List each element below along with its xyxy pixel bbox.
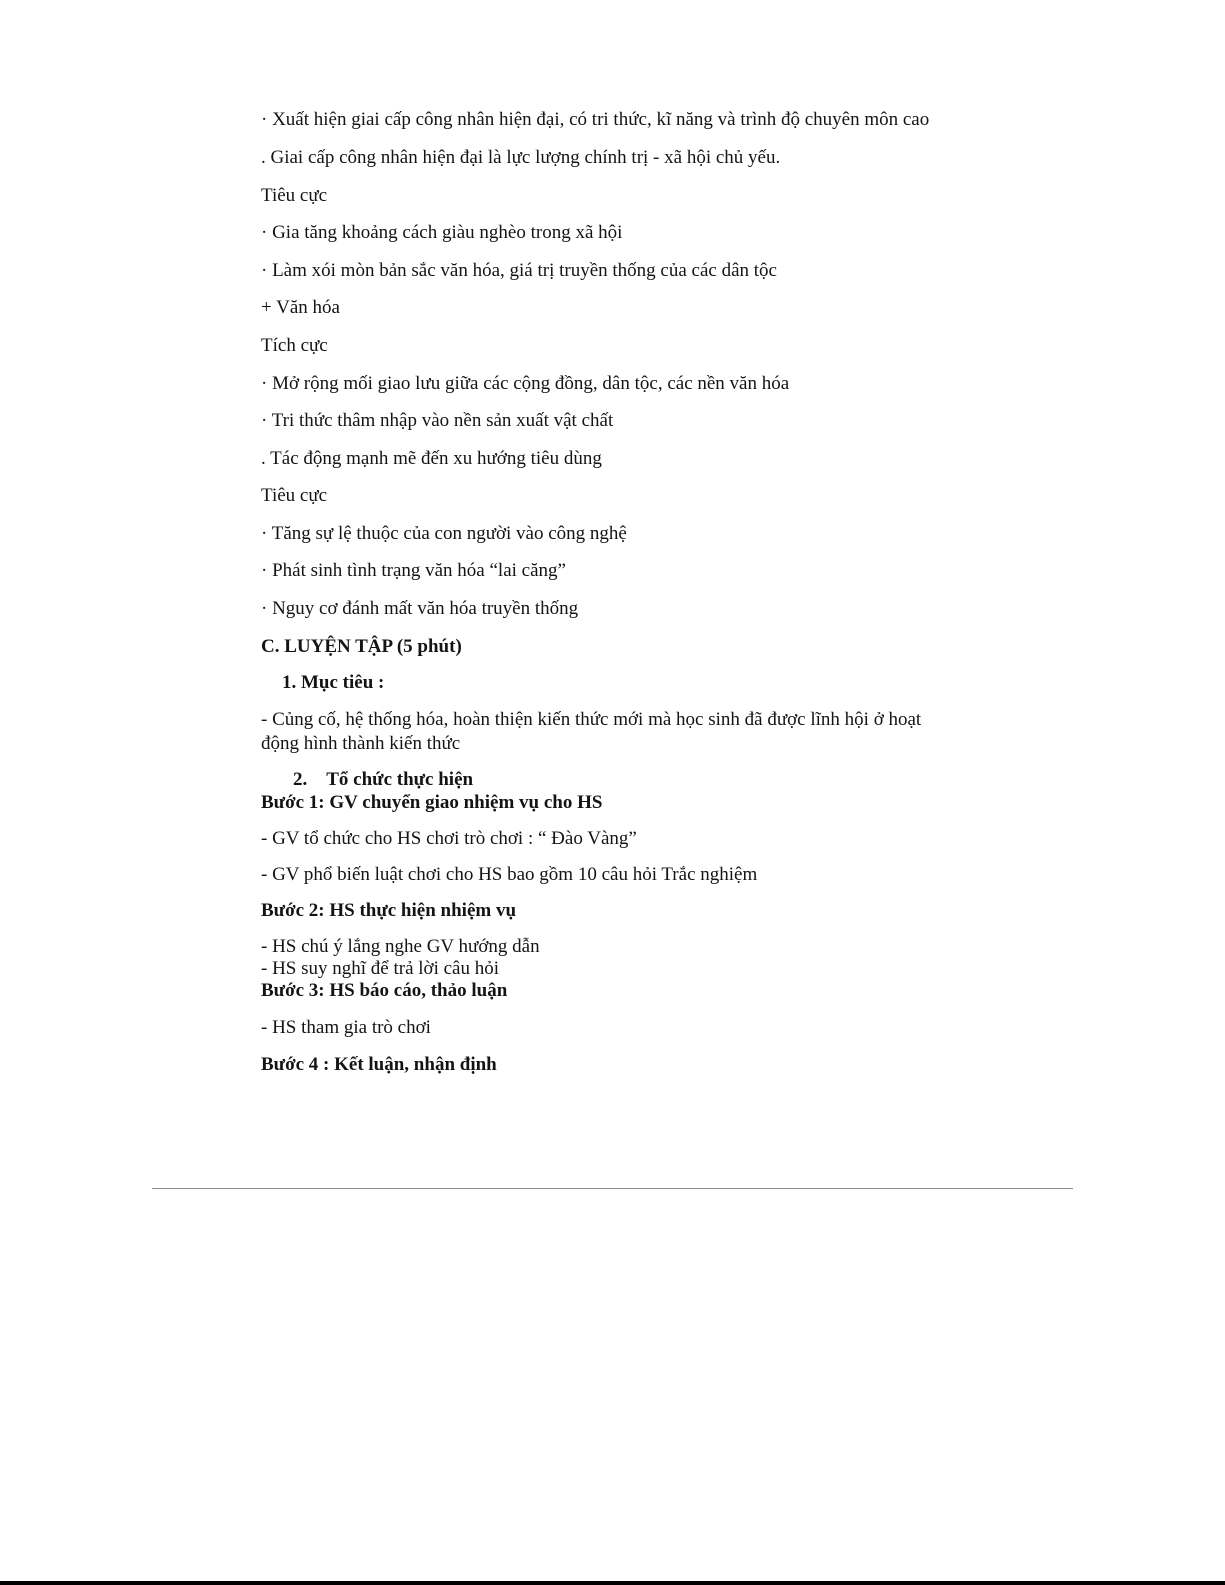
section-heading: C. LUYỆN TẬP (5 phút)	[261, 636, 462, 657]
page-bottom-edge	[0, 1581, 1225, 1585]
step1-item: - GV phổ biến luật chơi cho HS bao gồm 10 câu hỏi Trắc nghiệm	[261, 864, 758, 885]
step3-heading: Bước 3: HS báo cáo, thảo luận	[261, 980, 508, 1001]
step3-item: - HS tham gia trò chơi	[261, 1017, 431, 1038]
org-heading: 2. Tổ chức thực hiện	[293, 769, 474, 790]
step2-heading: Bước 2: HS thực hiện nhiệm vụ	[261, 900, 517, 921]
bullet-line: . Giai cấp công nhân hiện đại là lực lượng chính trị - xã hội chủ yếu.	[261, 147, 781, 168]
bullet-line: · Tri thức thâm nhập vào nền sản xuất vật chất	[261, 410, 614, 431]
bullet-line: · Gia tăng khoảng cách giàu nghèo trong xã hội	[261, 222, 623, 243]
goal-text: - Củng cố, hệ thống hóa, hoàn thiện kiến thức mới mà học sinh đã được lĩnh hội ở hoạt động hình thành kiến thức	[261, 709, 922, 754]
bullet-line: · Tăng sự lệ thuộc của con người vào công nghệ	[261, 523, 627, 544]
bullet-line: . Tác động mạnh mẽ đến xu hướng tiêu dùng	[261, 448, 602, 469]
subheading-negative: Tiêu cực	[261, 485, 328, 506]
page-divider	[152, 1188, 1073, 1189]
bullet-line: · Làm xói mòn bản sắc văn hóa, giá trị truyền thống của các dân tộc	[261, 260, 777, 281]
step1-heading: Bước 1: GV chuyển giao nhiệm vụ cho HS	[261, 792, 603, 813]
step1-item: - GV tổ chức cho HS chơi trò chơi : “ Đào Vàng”	[261, 828, 637, 849]
step2-item: - HS chú ý lắng nghe GV hướng dẫn	[261, 936, 540, 957]
bullet-line: · Xuất hiện giai cấp công nhân hiện đại, có tri thức, kĩ năng và trình độ chuyên môn cao	[261, 109, 930, 130]
step2-item: - HS suy nghĩ để trả lời câu hỏi	[261, 958, 500, 979]
subheading-positive: Tích cực	[261, 335, 328, 356]
step4-heading: Bước 4 : Kết luận, nhận định	[261, 1054, 497, 1075]
subheading-culture: + Văn hóa	[261, 297, 340, 318]
goal-heading: 1. Mục tiêu :	[282, 672, 385, 693]
bullet-line: · Mở rộng mối giao lưu giữa các cộng đồng, dân tộc, các nền văn hóa	[261, 373, 790, 394]
bullet-line: · Nguy cơ đánh mất văn hóa truyền thống	[261, 598, 579, 619]
subheading-negative: Tiêu cực	[261, 185, 328, 206]
bullet-line: · Phát sinh tình trạng văn hóa “lai căng”	[261, 560, 566, 581]
